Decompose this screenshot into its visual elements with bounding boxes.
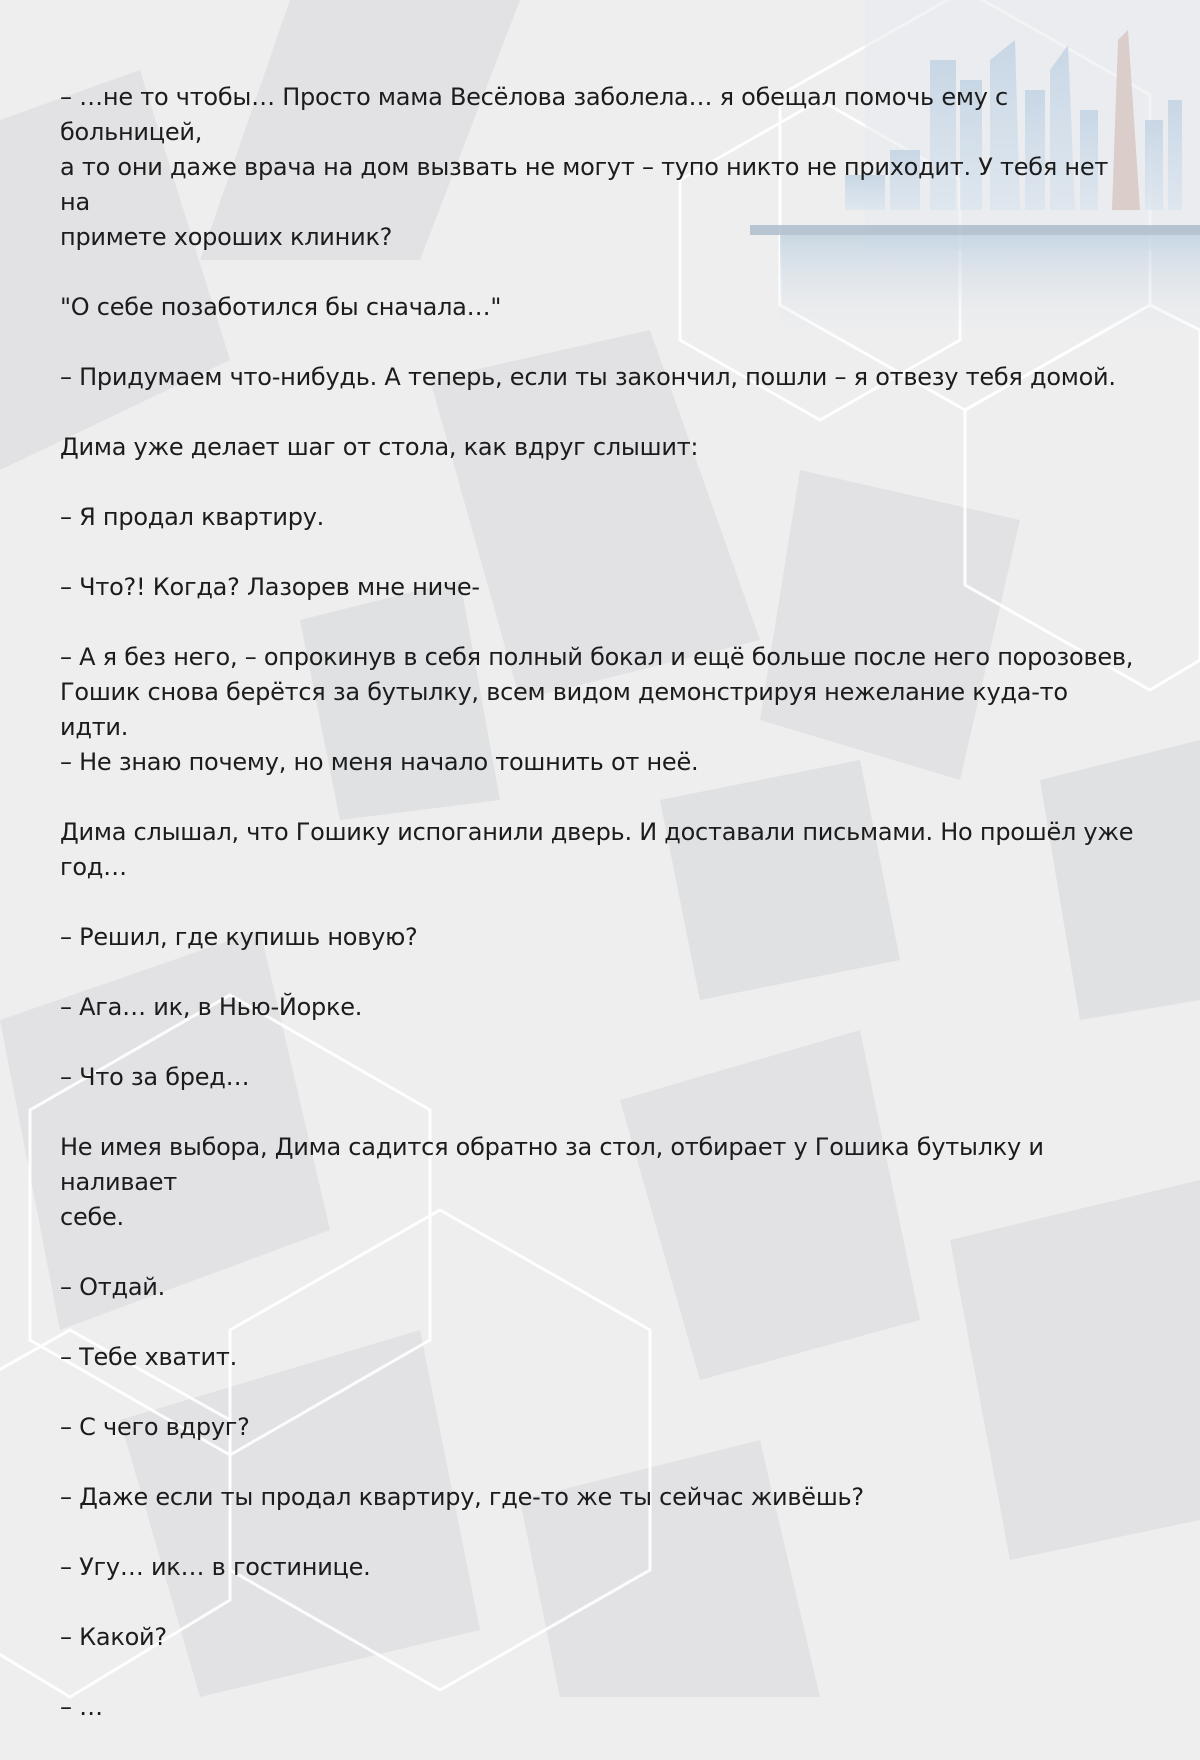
paragraph: "О себе позаботился бы сначала…" (60, 293, 502, 321)
paragraph: – … (60, 1693, 103, 1721)
paragraph: – Какой? (60, 1623, 167, 1651)
paragraph: Не имея выбора, Дима садится обратно за стол, отбирает у Гошика бутылку и наливает себе. (60, 1133, 1044, 1231)
paragraph: – Отдай. (60, 1273, 166, 1301)
paragraph: Дима уже делает шаг от стола, как вдруг слышит: (60, 433, 699, 461)
paragraph: – Что?! Когда? Лазорев мне ниче- (60, 573, 480, 601)
paragraph: – С чего вдруг? (60, 1413, 250, 1441)
paragraph: – Что за бред… (60, 1063, 250, 1091)
story-text (60, 80, 1142, 1760)
paragraph: – Ага… ик, в Нью-Йорке. (60, 993, 363, 1021)
paragraph: – Я продал квартиру. (60, 503, 325, 531)
paragraph: – Решил, где купишь новую? (60, 923, 418, 951)
paragraph: Дима слышал, что Гошику испоганили дверь. И доставали письмами. Но прошёл уже год… (60, 818, 1134, 881)
paragraph: – Даже если ты продал квартиру, где-то же ты сейчас живёшь? (60, 1483, 864, 1511)
paragraph: – Придумаем что-нибудь. А теперь, если ты закончил, пошли – я отвезу тебя домой. (60, 363, 1116, 391)
paragraph: – Угу… ик… в гостинице. (60, 1553, 371, 1581)
paragraph: – …не то чтобы… Просто мама Весёлова заболела… я обещал помочь ему с больницей, а то они даже врача на дом вызвать не могут – тупо никто не приходит. У тебя нет на примете хороших клиник? (60, 83, 1109, 251)
paragraph: – А я без него, – опрокинув в себя полный бокал и ещё больше после него порозовев, Гошик снова берётся за бутылку, всем видом демонстрируя нежелание куда-то идти. – Не знаю почему, но меня начало тошнить от неё. (60, 643, 1134, 776)
paragraph: – Тебе хватит. (60, 1343, 237, 1371)
